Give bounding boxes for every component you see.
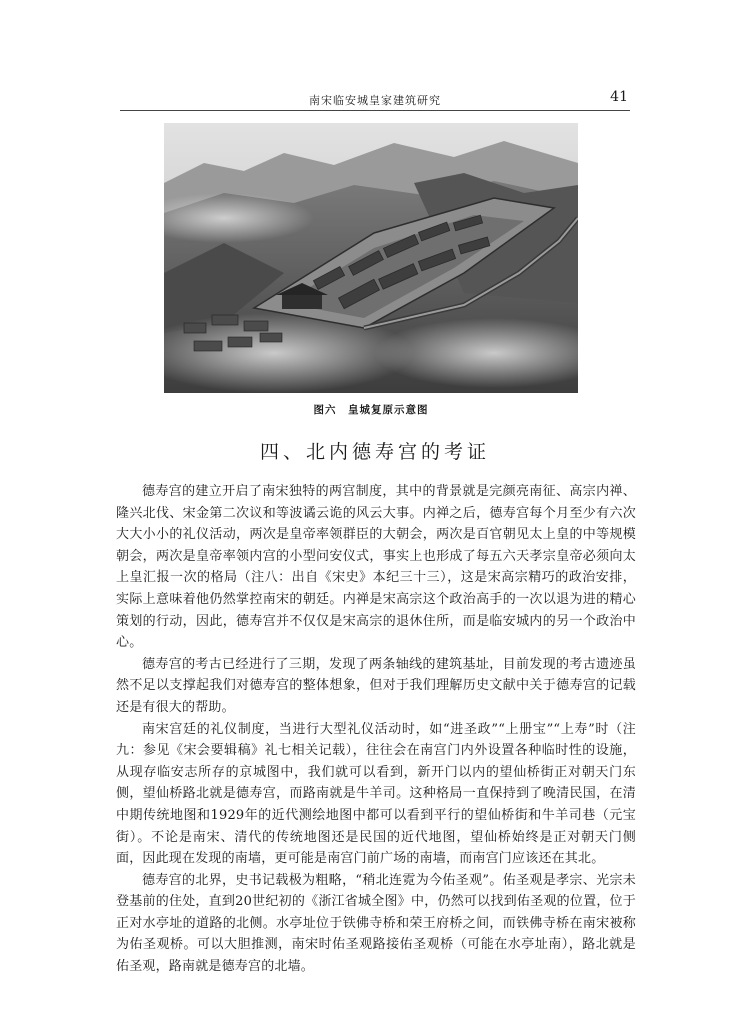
paragraph: 德寿宫的北界，史书记载极为粗略，“稍北连霓为今佑圣观”。佑圣观是孝宗、光宗未登基前的住处，直到20世纪初的《浙江省城全图》中，仍然可以找到佑圣观的位置，位于正对水亭址的道路的北侧。水亭址位于铁佛寺桥和荣王府桥之间，而铁佛寺桥在南宋被称为佑圣观桥。可以大胆推测，南宋时佑圣观路接佑圣观桥（可能在水亭址南），路北就是佑圣观，路南就是德寿宫的北墙。 [116, 872, 636, 975]
running-title: 南宋临安城皇家建筑研究 [309, 94, 441, 107]
palace-reconstruction-illustration [164, 123, 578, 393]
paragraph: 南宋宫廷的礼仪制度，当进行大型礼仪活动时，如“进圣政”“上册宝”“上寿”时（注九：参见《宋会要辑稿》礼七相关记载），往往会在南宫门内外设置各种临时性的设施，从现存临安志所存的京城图中，我们就可以看到，新开门以内的望仙桥街正对朝天门东侧，望仙桥路北就是德寿宫，而路南就是牛羊司。这种格局一直保持到了晚清民国，在清中期传统地图和1929年的近代测绘地图中都可以看到平行的望仙桥街和牛羊司巷（元宝街）。不论是南宋、清代的传统地图还是民国的近代地图，望仙桥始终是正对朝天门侧面，因此现在发现的南墙，更可能是南宫门前广场的南墙，而南宫门应该还在其北。 [116, 721, 636, 867]
paragraph: 德寿宫的考古已经进行了三期，发现了两条轴线的建筑基址，目前发现的考古遗迹虽然不足以支撑起我们对德寿宫的整体想象，但对于我们理解历史文献中关于德寿宫的记载还是有很大的帮助。 [116, 656, 636, 715]
figure-caption: 图六 皇城复原示意图 [313, 404, 429, 416]
body-text [116, 481, 636, 978]
running-head [120, 88, 630, 111]
paragraph: 德寿宫的建立开启了南宋独特的两宫制度，其中的背景就是完颜亮南征、高宗内禅、隆兴北伐、宋金第二次议和等波谲云诡的风云大事。内禅之后，德寿宫每个月至少有六次大大小小的礼仪活动，两次是皇帝率领群臣的大朝会，两次是百官朝见太上皇的中等规模朝会，两次是皇帝率领内宫的小型问安仪式，事实上也形成了每五六天孝宗皇帝必须向太上皇汇报一次的格局（注八：出自《宋史》本纪三十三），这是宋高宗精巧的政治安排，实际上意味着他仍然掌控南宋的朝廷。内禅是宋高宗这个政治高手的一次以退为进的精心策划的行动，因此，德寿宫并不仅仅是宋高宗的退休住所，而是临安城内的另一个政治中心。 [116, 484, 636, 651]
section-heading: 四、北内德寿宫的考证 [259, 441, 490, 463]
page-number: 41 [610, 89, 628, 105]
